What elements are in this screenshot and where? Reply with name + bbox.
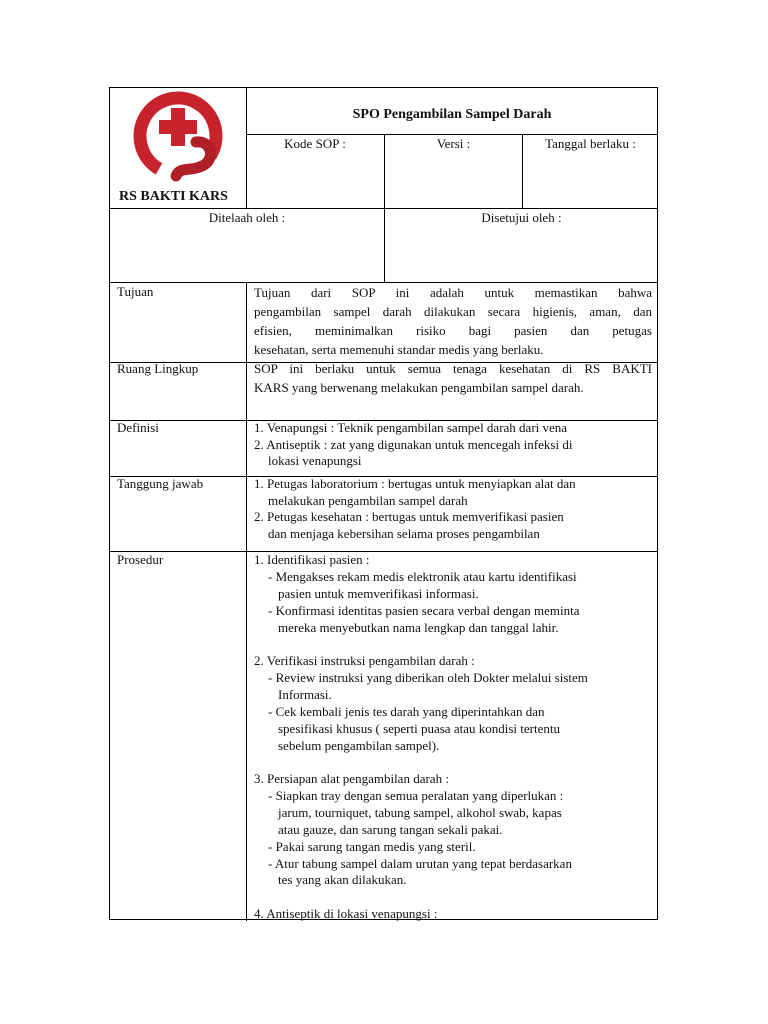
kode-sop-label: Kode SOP :: [284, 136, 346, 151]
list-item: jarum, tourniquet, tabung sampel, alkohol swab, kapas: [278, 804, 562, 820]
prosedur-label: Prosedur: [117, 552, 164, 567]
prosedur-list: [254, 552, 588, 923]
divider: [246, 282, 247, 921]
sop-document: [109, 87, 658, 920]
text-line: pengambilan sampel darah dilakukan secara higienis, aman, dan: [254, 304, 652, 319]
list-item: Informasi.: [278, 686, 332, 702]
list-item: lokasi venapungsi: [268, 453, 362, 468]
spacer: [254, 889, 588, 906]
list-item: 3. Persiapan alat pengambilan darah :: [254, 770, 449, 786]
list-item: mereka menyebutkan nama lengkap dan tanggal lahir.: [278, 619, 559, 635]
tanggung-jawab-list: [254, 476, 576, 542]
list-item: tes yang akan dilakukan.: [278, 872, 407, 888]
list-item: - Mengakses rekam medis elektronik atau kartu identifikasi: [268, 568, 577, 584]
list-item: 2. Antiseptik : zat yang digunakan untuk mencegah infeksi di: [254, 436, 573, 452]
list-item: dan menjaga kebersihan selama proses pengambilan: [268, 525, 540, 541]
text-line: SOP ini berlaku untuk semua tenaga kesehatan di RS BAKTI: [254, 361, 652, 376]
ditelaah-label: Ditelaah oleh :: [208, 210, 286, 225]
hospital-logo: [124, 90, 232, 188]
list-item: - Siapkan tray dengan semua peralatan yang diperlukan :: [268, 787, 564, 803]
divider: [246, 134, 658, 135]
tujuan-label: Tujuan: [117, 284, 154, 299]
list-item: 1. Identifikasi pasien :: [254, 552, 370, 567]
text-line: KARS yang berwenang melakukan pengambilan sampel darah.: [254, 380, 584, 395]
tujuan-text: [254, 283, 652, 359]
list-item: spesifikasi khusus ( seperti puasa atau kondisi tertentu: [278, 720, 560, 736]
list-item: pasien untuk memverifikasi informasi.: [278, 585, 479, 601]
list-item: 2. Petugas kesehatan : bertugas untuk memverifikasi pasien: [254, 509, 564, 524]
ruang-lingkup-label: Ruang Lingkup: [117, 361, 199, 376]
list-item: - Pakai sarung tangan medis yang steril.: [268, 838, 476, 854]
list-item: - Cek kembali jenis tes darah yang diperintahkan dan: [268, 703, 545, 719]
spacer: [254, 754, 588, 771]
list-item: - Atur tabung sampel dalam urutan yang tepat berdasarkan: [268, 855, 572, 871]
list-item: - Konfirmasi identitas pasien secara verbal dengan meminta: [268, 602, 580, 618]
list-item: 1. Petugas laboratorium : bertugas untuk menyiapkan alat dan: [254, 476, 576, 491]
spacer: [254, 637, 588, 654]
hospital-name: RS BAKTI KARS: [119, 189, 228, 204]
list-item: melakukan pengambilan sampel darah: [268, 492, 468, 508]
text-line: Tujuan dari SOP ini adalah untuk memastikan bahwa: [254, 285, 652, 300]
definisi-list: [254, 420, 572, 470]
list-item: 1. Venapungsi : Teknik pengambilan sampel darah dari vena: [254, 420, 568, 435]
list-item: - Review instruksi yang diberikan oleh Dokter melalui sistem: [268, 669, 588, 685]
list-item: atau gauze, dan sarung tangan sekali pakai.: [278, 821, 503, 837]
tanggal-berlaku-label: Tanggal berlaku :: [545, 136, 636, 151]
page-title: SPO Pengambilan Sampel Darah: [352, 107, 552, 122]
list-item: 4. Antiseptik di lokasi venapungsi :: [254, 905, 438, 921]
tanggung-jawab-label: Tanggung jawab: [117, 476, 204, 491]
list-item: 2. Verifikasi instruksi pengambilan darah :: [254, 653, 475, 669]
disetujui-label: Disetujui oleh :: [481, 210, 562, 225]
list-item: sebelum pengambilan sampel).: [278, 737, 440, 753]
ruang-lingkup-text: [254, 359, 652, 397]
versi-label: Versi :: [436, 136, 471, 151]
text-line: kesehatan, serta memenuhi standar medis yang berlaku.: [254, 342, 544, 357]
text-line: efisien, meminimalkan risiko bagi pasien dan petugas: [254, 323, 652, 338]
definisi-label: Definisi: [117, 420, 159, 435]
